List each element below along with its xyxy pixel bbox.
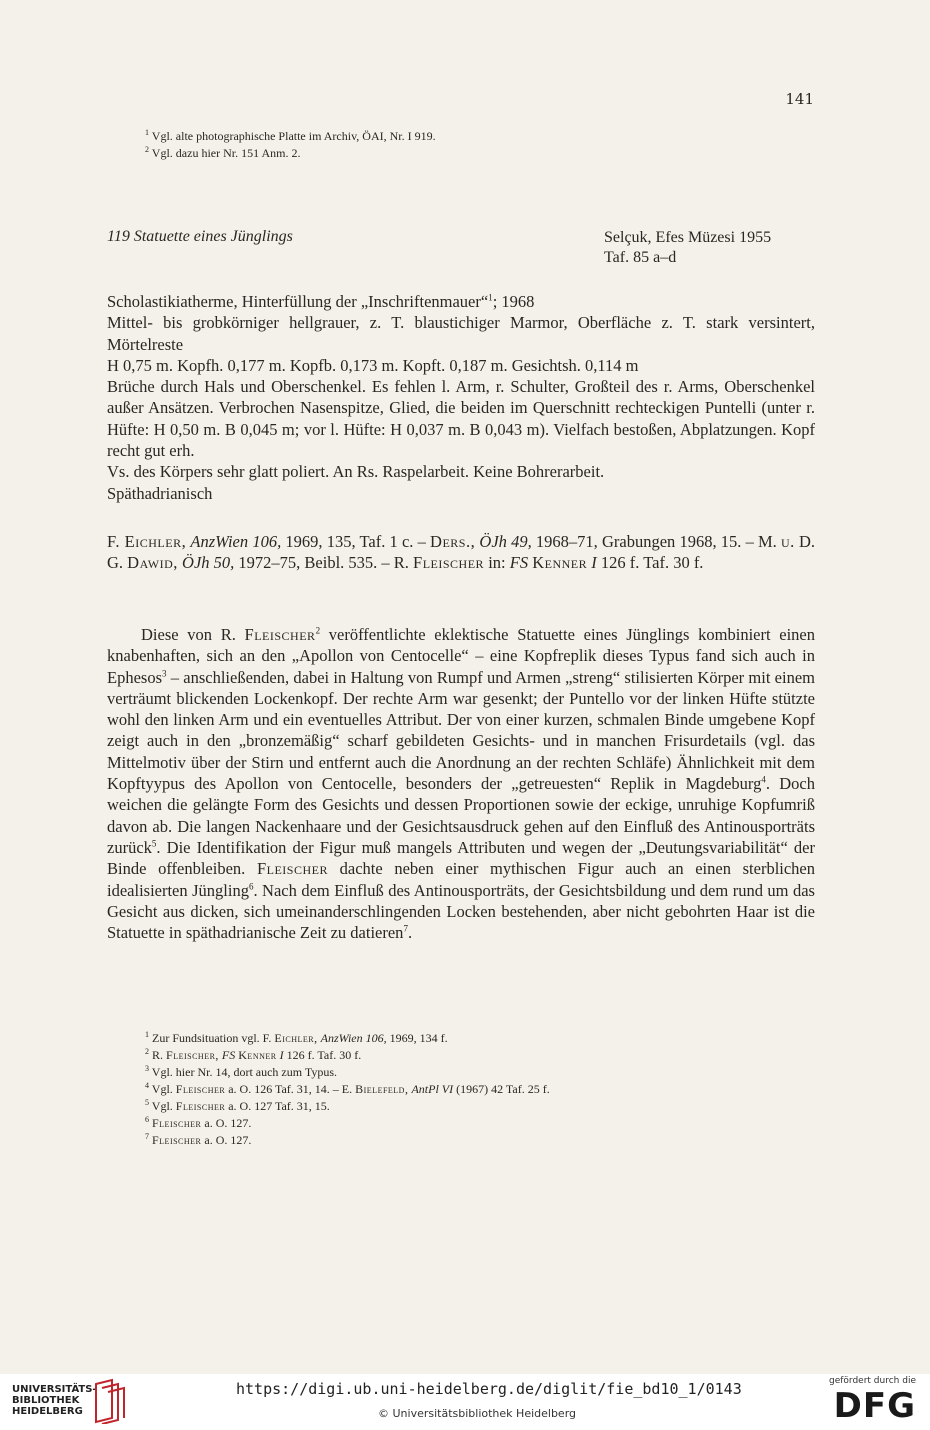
dfg-logo[interactable]: DFG xyxy=(833,1386,916,1426)
find-context: Scholastikiatherme, Hinterfüllung der „Inschriftenmauer“$^1$; 1968 xyxy=(107,292,535,311)
top-footnotes xyxy=(145,128,436,162)
plate-reference: Taf. 85 a–d xyxy=(604,249,677,266)
bottom-footnotes xyxy=(145,1030,550,1149)
material: Mittel- bis grobkörniger hellgrauer, z. T. blaustichiger Marmor, Oberfläche z. T. stark versintert, Mörtelreste xyxy=(107,313,815,354)
entry-title: 119 Statuette eines Jünglings xyxy=(107,228,293,245)
footnote: $^3$ Vgl. hier Nr. 14, dort auch zum Typus. xyxy=(145,1064,338,1079)
footnote: $^5$ Vgl. Fleischer a. O. 127 Taf. 31, 15. xyxy=(145,1098,330,1113)
bibliography: F. Eichler, AnzWien 106, 1969, 135, Taf. 1 c. – Ders., ÖJh 49, 1968–71, Grabungen 1968, 15. – M. u. D. G. Dawid, ÖJh 50, 1972–75, Beibl. 535. – R. Fleischer in: FS Kenner I 126 f. Taf. 30 f. xyxy=(107,532,816,573)
dfg-caption: gefördert durch die xyxy=(829,1376,916,1386)
surface: Vs. des Körpers sehr glatt poliert. An Rs. Raspelarbeit. Keine Bohrerarbeit. xyxy=(107,462,605,482)
copyright-notice: © Universitätsbibliothek Heidelberg xyxy=(378,1407,577,1420)
ub-logo-mark-icon xyxy=(92,1378,126,1424)
condition: Brüche durch Hals und Oberschenkel. Es fehlen l. Arm, r. Schulter, Großteil des r. Arms, Oberschenkel außer Ansätzen. Verbrochen Nasenspitze, Glied, die beiden im Querschnitt rechteckigen Puntelli (unter r. Hüfte: H 0,50 m. B 0,045 m; vor l. Hüfte: H 0,037 m. B 0,043 m). Vielfach bestoßen, Abplatzungen. Kopf recht gut erh. xyxy=(107,377,815,461)
permalink-url[interactable]: https://digi.ub.uni-heidelberg.de/diglit/fie_bd10_1/0143 xyxy=(236,1380,742,1398)
footnote: $^1$ Vgl. alte photographische Platte im Archiv, ÖAI, Nr. I 919. xyxy=(145,128,436,143)
footnote: $^7$ Fleischer a. O. 127. xyxy=(145,1132,252,1147)
digitization-footer xyxy=(0,1374,930,1430)
footnote: $^4$ Vgl. Fleischer a. O. 126 Taf. 31, 14. – E. Bielefeld, AntPl VI (1967) 42 Taf. 25 f. xyxy=(145,1081,550,1096)
footnote: $^2$ R. Fleischer, FS Kenner I 126 f. Taf. 30 f. xyxy=(145,1047,362,1062)
ub-heidelberg-logo[interactable]: UNIVERSITÄTS- BIBLIOTHEK HEIDELBERG xyxy=(12,1384,97,1417)
footnote: $^1$ Zur Fundsituation vgl. F. Eichler, AnzWien 106, 1969, 134 f. xyxy=(145,1030,448,1045)
measurements: H 0,75 m. Kopfh. 0,177 m. Kopfb. 0,173 m. Kopft. 0,187 m. Gesichtsh. 0,114 m xyxy=(107,355,639,375)
footnote: $^2$ Vgl. dazu hier Nr. 151 Anm. 2. xyxy=(145,145,301,160)
footnote: $^6$ Fleischer a. O. 127. xyxy=(145,1115,252,1130)
entry-location: Selçuk, Efes Müzesi 1955 Taf. 85 a–d xyxy=(604,229,772,266)
main-text: Diese von R. Fleischer$^2$ veröffentlichte eklektische Statuette eines Jünglings kombiniert einen knabenhaften, sich an den „Apollon von Centocelle“ – eine Kopfreplik dieses Typus fand sich auch in Ephesos$^3$ – anschließenden, dabei in Haltung von Rumpf und Armen „streng“ stilisierten Körper mit einem verträumt blickenden Lockenkopf. Der rechte Arm war gesenkt; der Puntello vor der linken Hüfte stützte wohl den linken Arm und ein eventuelles Attribut. Der von einer kurzen, schmalen Binde umgebene Kopf zeigt auch in den „bronzemäßig“ scharf gebildeten Gesichts- und in manchen Frisurdetails (vgl. das Mittelmotiv über der Stirn und entfernt auch die Anordnung an der rechten Schläfe) Ähnlichkeit mit dem Kopftyypus des Apollon von Centocelle, besonders der „getreuesten“ Replik in Magdeburg$^4$. Doch weichen die gelängte Form des Gesichts und dessen Proportionen sowie der eckige, unruhige Kopfumriß davon ab. Die langen Nackenhaare und der Gesichtsausdruck gehen auf den Einfluß des Antinousporträts zurück$^5$. Die Identifikation der Figur muß mangels Attributen und wegen der „Deutungsvariabilität“ der Binde offenbleiben. Fleischer dachte neben einer mythischen Figur auch an einen sterblichen idealisierten Jüngling$^6$. Nach dem Einfluß des Antinousporträts, der Gesichtsbildung und dem rund um das Gesicht aus dicken, sich umeinanderschlingenden Locken bestehenden, aber nicht gebohrten Haar ist die Statuette in späthadrianische Zeit zu datieren$^7$. xyxy=(107,625,816,943)
catalogue-metadata xyxy=(107,291,815,504)
page-number: 141 xyxy=(785,90,814,108)
dating: Späthadrianisch xyxy=(107,483,213,503)
